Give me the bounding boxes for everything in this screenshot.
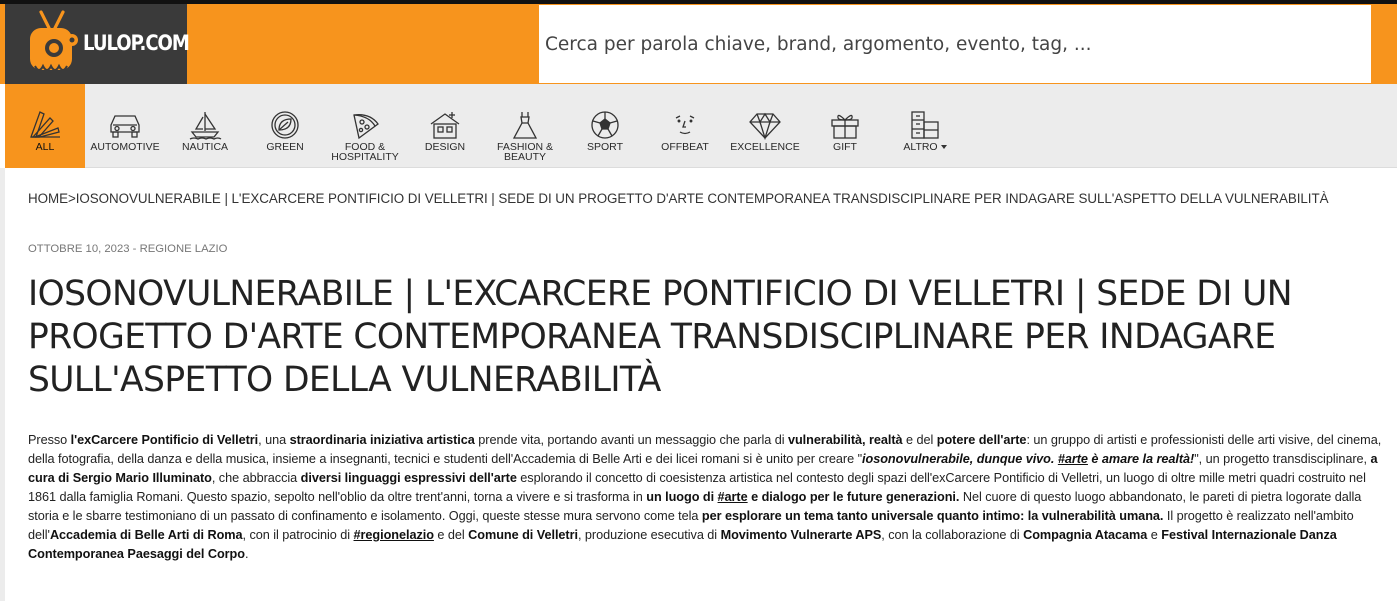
search-box[interactable]: [539, 5, 1371, 83]
body-text: Il progetto è realizzato nell'ambito dell': [28, 509, 1354, 542]
body-text: , con la collaborazione di: [881, 528, 1024, 542]
category-fashion-beauty[interactable]: [485, 84, 565, 168]
article-date: OTTOBRE 10, 2023: [28, 243, 130, 255]
hashtag-link-arte[interactable]: #arte: [1057, 452, 1088, 466]
body-bold: Comune di Velletri: [468, 528, 578, 542]
body-bold: vulnerabilità, realtà: [787, 433, 903, 447]
body-text: Nel cuore di questo luogo abbandonato, le pareti di pietra logorate dalla storia e le sbarre testimoniano di un passato di confinamento e isolamento. Oggi, queste stesse mura servono come tela: [28, 490, 1362, 523]
house-design-icon: [428, 110, 462, 140]
body-bold: e dialogo per le future generazioni.: [747, 490, 960, 504]
body-bold: un luogo di: [646, 490, 718, 504]
page-title: IOSONOVULNERABILE | L'EXCARCERE PONTIFICIO DI VELLETRI | SEDE DI UN PROGETTO D'ARTE CONTEMPORANEA TRANSDISCIPLINARE PER INDAGARE SULL'ASPETTO DELLA VULNERABILITÀ: [28, 274, 1293, 400]
category-label: FASHION & BEAUTY: [496, 141, 553, 163]
body-text: , con il patrocinio di: [242, 528, 354, 542]
hashtag-link-regionelazio[interactable]: #regionelazio: [353, 528, 434, 542]
body-text: , una: [258, 433, 290, 447]
tv-mascot-icon: [27, 8, 81, 82]
body-text: : un gruppo di artisti e professionisti delle arti visive, del cinema, della fotografia, della danza e della musica, insieme a insegnanti, tecnici e studenti dell'Accademia di Belle Arti e dei licei romani si è unito per creare ": [28, 433, 1382, 466]
category-label: AUTOMOTIVE: [90, 141, 160, 153]
car-icon: [108, 110, 142, 140]
body-text: .: [244, 547, 249, 561]
category-label: SPORT: [587, 141, 623, 153]
soccer-ball-icon: [588, 110, 622, 140]
body-italic: iosonovulnerabile, dunque vivo.: [862, 452, 1058, 466]
pizza-icon: [348, 110, 382, 140]
category-altro[interactable]: [885, 84, 965, 168]
breadcrumb-separator: >: [67, 191, 76, 206]
diamond-icon: [748, 110, 782, 140]
category-label: EXCELLENCE: [730, 141, 800, 153]
article-meta: [28, 243, 227, 255]
leaf-badge-icon: [268, 110, 302, 140]
body-bold: straordinaria iniziativa artistica: [289, 433, 475, 447]
breadcrumb-home-link[interactable]: HOME: [28, 191, 68, 206]
meta-separator: -: [129, 243, 140, 255]
body-bold: diversi linguaggi espressivi dell'arte: [300, 471, 517, 485]
category-excellence[interactable]: [725, 84, 805, 168]
cabinet-icon: [908, 110, 942, 140]
body-text: esplorando il concetto di coesistenza artistica nel contesto degli spazi dell'exCarcere Pontificio di Velletri, un luogo di oltre mille metri quadri costruito nel 1861 dalla famiglia Romani. Questo spazio, sepolto nell'oblio da oltre trent'anni, torna a vivere e si trasforma in: [28, 471, 1366, 504]
category-all[interactable]: [5, 84, 85, 168]
article-region[interactable]: REGIONE LAZIO: [139, 243, 228, 255]
body-bold: Festival Internazionale Danza Contemporanea Paesaggi del Corpo: [28, 528, 1337, 561]
body-text: e del: [433, 528, 469, 542]
hashtag-link-arte[interactable]: #arte: [717, 490, 748, 504]
category-sport[interactable]: [565, 84, 645, 168]
body-text: prende vita, portando avanti un messaggio che parla di: [474, 433, 788, 447]
top-border: [0, 0, 1397, 4]
top-header: [0, 0, 1397, 84]
body-text: ", un progetto transdisciplinare,: [1194, 452, 1371, 466]
body-bold: Movimento Vulnerarte APS: [720, 528, 882, 542]
category-label: DESIGN: [424, 141, 466, 153]
page-left-edge: [0, 168, 5, 601]
face-icon: [668, 110, 702, 140]
body-bold: Compagnia Atacama: [1023, 528, 1148, 542]
category-label: GREEN: [266, 141, 304, 153]
breadcrumb-current: IOSONOVULNERABILE | L'EXCARCERE PONTIFICIO DI VELLETRI | SEDE DI UN PROGETTO D'ARTE CONTEMPORANEA TRANSDISCIPLINARE PER INDAGARE SULL'ASPETTO DELLA VULNERABILITÀ: [75, 191, 1329, 206]
category-label: FOOD & HOSPITALITY: [331, 141, 399, 163]
sailboat-icon: [188, 110, 222, 140]
body-text: e del: [902, 433, 937, 447]
chevron-down-icon: [941, 145, 947, 149]
category-label: OFFBEAT: [661, 141, 709, 153]
body-text: , che abbraccia: [211, 471, 301, 485]
body-bold: Accademia di Belle Arti di Roma: [49, 528, 243, 542]
category-automotive[interactable]: [85, 84, 165, 168]
site-logo[interactable]: [5, 4, 187, 84]
article-body: [28, 431, 1388, 564]
body-bold: potere dell'arte: [936, 433, 1027, 447]
logo-text: LULOP.COM: [83, 31, 189, 55]
breadcrumb: [28, 191, 1328, 206]
body-bold: per esplorare un tema tanto universale quanto intimo: la vulnerabilità umana.: [701, 509, 1164, 523]
search-input[interactable]: [539, 5, 1371, 83]
body-text: e: [1147, 528, 1162, 542]
header-right-strip: [1371, 5, 1397, 84]
dress-icon: [508, 110, 542, 140]
category-offbeat[interactable]: [645, 84, 725, 168]
category-label: GIFT: [833, 141, 857, 153]
body-text: Presso: [28, 433, 71, 447]
gift-icon: [828, 110, 862, 140]
category-label: ALL: [35, 141, 55, 153]
category-label: ALTRO: [865, 142, 985, 152]
category-nav: [5, 84, 1397, 168]
body-italic: è amare la realtà!: [1087, 452, 1195, 466]
category-food-hospitality[interactable]: [325, 84, 405, 168]
body-text: , produzione esecutiva di: [577, 528, 721, 542]
category-gift[interactable]: [805, 84, 885, 168]
body-bold: a cura di Sergio Mario Illuminato: [28, 452, 1378, 485]
category-nautica[interactable]: [165, 84, 245, 168]
category-label: NAUTICA: [181, 141, 229, 153]
body-bold: l'exCarcere Pontificio di Velletri: [70, 433, 259, 447]
palette-icon: [28, 110, 62, 140]
